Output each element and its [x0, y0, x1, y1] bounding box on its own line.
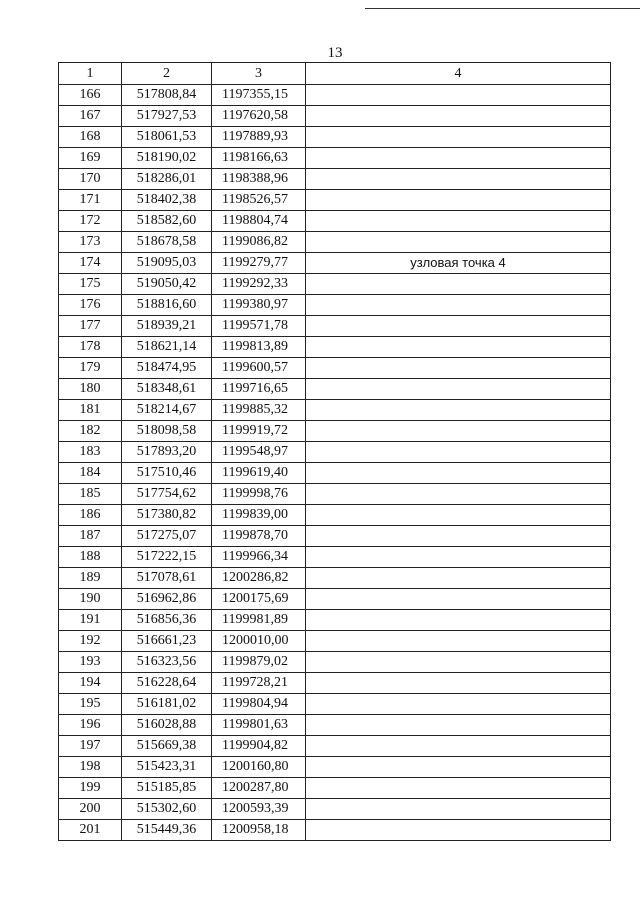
table-row [59, 799, 611, 820]
x-coordinate-cell: 517078,61 [122, 568, 212, 589]
x-coordinate-cell: 516228,64 [122, 673, 212, 694]
x-coordinate-cell: 518582,60 [122, 211, 212, 232]
note-cell [306, 736, 611, 757]
table-row [59, 715, 611, 736]
table-row [59, 631, 611, 652]
y-coordinate-cell: 1199804,94 [212, 694, 306, 715]
point-number-cell: 169 [59, 148, 122, 169]
point-number-cell: 192 [59, 631, 122, 652]
x-coordinate-cell: 516962,86 [122, 589, 212, 610]
table-row [59, 778, 611, 799]
y-coordinate-cell: 1197620,58 [212, 106, 306, 127]
point-number-cell: 167 [59, 106, 122, 127]
x-coordinate-cell: 515669,38 [122, 736, 212, 757]
x-coordinate-cell: 519050,42 [122, 274, 212, 295]
x-coordinate-cell: 518214,67 [122, 400, 212, 421]
point-number-cell: 166 [59, 85, 122, 106]
x-coordinate-cell: 518286,01 [122, 169, 212, 190]
point-number-cell: 198 [59, 757, 122, 778]
x-coordinate-cell: 517222,15 [122, 547, 212, 568]
note-cell [306, 169, 611, 190]
point-number-cell: 196 [59, 715, 122, 736]
note-cell [306, 148, 611, 169]
y-coordinate-cell: 1199885,32 [212, 400, 306, 421]
note-cell [306, 106, 611, 127]
x-coordinate-cell: 517927,53 [122, 106, 212, 127]
note-cell [306, 799, 611, 820]
table-row [59, 526, 611, 547]
x-coordinate-cell: 517275,07 [122, 526, 212, 547]
point-number-cell: 187 [59, 526, 122, 547]
table-row [59, 610, 611, 631]
point-number-cell: 194 [59, 673, 122, 694]
y-coordinate-cell: 1200287,80 [212, 778, 306, 799]
point-number-cell: 171 [59, 190, 122, 211]
point-number-cell: 168 [59, 127, 122, 148]
y-coordinate-cell: 1199086,82 [212, 232, 306, 253]
table-row [59, 757, 611, 778]
column-header-y: 3 [212, 63, 306, 85]
note-cell [306, 820, 611, 841]
column-header-note: 4 [306, 63, 611, 85]
y-coordinate-cell: 1198804,74 [212, 211, 306, 232]
y-coordinate-cell: 1200958,18 [212, 820, 306, 841]
page-number: 13 [327, 45, 343, 61]
table-row [59, 253, 611, 274]
note-cell [306, 358, 611, 379]
y-coordinate-cell: 1199879,02 [212, 652, 306, 673]
x-coordinate-cell: 516323,56 [122, 652, 212, 673]
point-number-cell: 174 [59, 253, 122, 274]
table-row [59, 589, 611, 610]
top-edge-rule [365, 8, 640, 9]
x-coordinate-cell: 518816,60 [122, 295, 212, 316]
point-number-cell: 186 [59, 505, 122, 526]
note-cell [306, 505, 611, 526]
note-cell [306, 589, 611, 610]
note-cell [306, 757, 611, 778]
table-row [59, 547, 611, 568]
note-cell [306, 694, 611, 715]
point-number-cell: 173 [59, 232, 122, 253]
y-coordinate-cell: 1199728,21 [212, 673, 306, 694]
note-cell [306, 442, 611, 463]
table-body [59, 85, 611, 841]
note-cell [306, 631, 611, 652]
y-coordinate-cell: 1200010,00 [212, 631, 306, 652]
x-coordinate-cell: 518939,21 [122, 316, 212, 337]
point-number-cell: 180 [59, 379, 122, 400]
y-coordinate-cell: 1199571,78 [212, 316, 306, 337]
note-cell [306, 526, 611, 547]
note-cell [306, 568, 611, 589]
y-coordinate-cell: 1198166,63 [212, 148, 306, 169]
table-row [59, 85, 611, 106]
y-coordinate-cell: 1199904,82 [212, 736, 306, 757]
note-cell [306, 715, 611, 736]
y-coordinate-cell: 1200593,39 [212, 799, 306, 820]
point-number-cell: 189 [59, 568, 122, 589]
table-row [59, 484, 611, 505]
note-cell [306, 211, 611, 232]
table-row [59, 295, 611, 316]
point-number-cell: 179 [59, 358, 122, 379]
y-coordinate-cell: 1199998,76 [212, 484, 306, 505]
point-number-cell: 170 [59, 169, 122, 190]
note-cell [306, 295, 611, 316]
y-coordinate-cell: 1197355,15 [212, 85, 306, 106]
x-coordinate-cell: 517808,84 [122, 85, 212, 106]
table-row [59, 400, 611, 421]
y-coordinate-cell: 1199919,72 [212, 421, 306, 442]
note-cell [306, 232, 611, 253]
table-row [59, 316, 611, 337]
note-cell [306, 547, 611, 568]
point-number-cell: 190 [59, 589, 122, 610]
point-number-cell: 197 [59, 736, 122, 757]
x-coordinate-cell: 518474,95 [122, 358, 212, 379]
y-coordinate-cell: 1199801,63 [212, 715, 306, 736]
point-number-cell: 193 [59, 652, 122, 673]
y-coordinate-cell: 1199981,89 [212, 610, 306, 631]
point-number-cell: 182 [59, 421, 122, 442]
x-coordinate-cell: 517893,20 [122, 442, 212, 463]
note-cell [306, 274, 611, 295]
point-number-cell: 178 [59, 337, 122, 358]
table-row [59, 337, 611, 358]
y-coordinate-cell: 1200175,69 [212, 589, 306, 610]
x-coordinate-cell: 518190,02 [122, 148, 212, 169]
y-coordinate-cell: 1199966,34 [212, 547, 306, 568]
note-cell [306, 673, 611, 694]
y-coordinate-cell: 1198388,96 [212, 169, 306, 190]
note-cell [306, 778, 611, 799]
note-cell [306, 484, 611, 505]
point-number-cell: 181 [59, 400, 122, 421]
note-cell [306, 190, 611, 211]
y-coordinate-cell: 1197889,93 [212, 127, 306, 148]
table-row [59, 148, 611, 169]
x-coordinate-cell: 517754,62 [122, 484, 212, 505]
point-number-cell: 188 [59, 547, 122, 568]
table-row [59, 232, 611, 253]
x-coordinate-cell: 516856,36 [122, 610, 212, 631]
point-number-cell: 176 [59, 295, 122, 316]
table-header-row [59, 63, 611, 85]
table-row [59, 274, 611, 295]
x-coordinate-cell: 518348,61 [122, 379, 212, 400]
x-coordinate-cell: 518678,58 [122, 232, 212, 253]
point-number-cell: 172 [59, 211, 122, 232]
column-header-x: 2 [122, 63, 212, 85]
table-row [59, 820, 611, 841]
note-cell [306, 127, 611, 148]
table-row [59, 421, 611, 442]
y-coordinate-cell: 1199380,97 [212, 295, 306, 316]
y-coordinate-cell: 1199813,89 [212, 337, 306, 358]
note-cell [306, 400, 611, 421]
note-cell [306, 316, 611, 337]
y-coordinate-cell: 1199279,77 [212, 253, 306, 274]
x-coordinate-cell: 516661,23 [122, 631, 212, 652]
point-number-cell: 185 [59, 484, 122, 505]
point-number-cell: 175 [59, 274, 122, 295]
y-coordinate-cell: 1200160,80 [212, 757, 306, 778]
x-coordinate-cell: 516181,02 [122, 694, 212, 715]
table-row [59, 190, 611, 211]
x-coordinate-cell: 518402,38 [122, 190, 212, 211]
table-row [59, 673, 611, 694]
note-cell [306, 379, 611, 400]
column-header-number: 1 [59, 63, 122, 85]
point-number-cell: 184 [59, 463, 122, 484]
x-coordinate-cell: 515449,36 [122, 820, 212, 841]
x-coordinate-cell: 518621,14 [122, 337, 212, 358]
x-coordinate-cell: 518061,53 [122, 127, 212, 148]
y-coordinate-cell: 1199839,00 [212, 505, 306, 526]
table-row [59, 505, 611, 526]
x-coordinate-cell: 518098,58 [122, 421, 212, 442]
table-row [59, 694, 611, 715]
table-row [59, 127, 611, 148]
x-coordinate-cell: 515185,85 [122, 778, 212, 799]
table-row [59, 568, 611, 589]
note-cell [306, 652, 611, 673]
y-coordinate-cell: 1199878,70 [212, 526, 306, 547]
y-coordinate-cell: 1199716,65 [212, 379, 306, 400]
x-coordinate-cell: 517380,82 [122, 505, 212, 526]
x-coordinate-cell: 515302,60 [122, 799, 212, 820]
point-number-cell: 201 [59, 820, 122, 841]
note-cell [306, 463, 611, 484]
x-coordinate-cell: 517510,46 [122, 463, 212, 484]
note-cell [306, 421, 611, 442]
table-row [59, 169, 611, 190]
point-number-cell: 200 [59, 799, 122, 820]
table-row [59, 106, 611, 127]
point-number-cell: 191 [59, 610, 122, 631]
point-number-cell: 195 [59, 694, 122, 715]
y-coordinate-cell: 1200286,82 [212, 568, 306, 589]
y-coordinate-cell: 1199600,57 [212, 358, 306, 379]
x-coordinate-cell: 515423,31 [122, 757, 212, 778]
y-coordinate-cell: 1199292,33 [212, 274, 306, 295]
table-row [59, 442, 611, 463]
y-coordinate-cell: 1198526,57 [212, 190, 306, 211]
point-number-cell: 199 [59, 778, 122, 799]
coordinates-table [58, 62, 611, 841]
table-row [59, 211, 611, 232]
note-cell [306, 337, 611, 358]
table-row [59, 652, 611, 673]
note-cell [306, 610, 611, 631]
table-row [59, 379, 611, 400]
y-coordinate-cell: 1199548,97 [212, 442, 306, 463]
note-cell [306, 85, 611, 106]
table-row [59, 358, 611, 379]
table-row [59, 463, 611, 484]
point-number-cell: 177 [59, 316, 122, 337]
x-coordinate-cell: 519095,03 [122, 253, 212, 274]
table-row [59, 736, 611, 757]
y-coordinate-cell: 1199619,40 [212, 463, 306, 484]
x-coordinate-cell: 516028,88 [122, 715, 212, 736]
point-number-cell: 183 [59, 442, 122, 463]
note-cell: узловая точка 4 [306, 253, 611, 274]
